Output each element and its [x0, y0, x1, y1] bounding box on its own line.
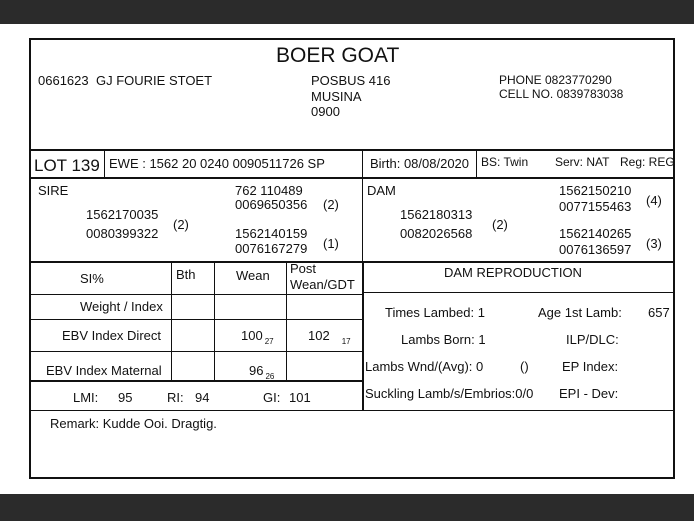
gi-value: 101 — [289, 390, 311, 405]
divider — [31, 294, 362, 295]
divider — [31, 177, 673, 179]
dam-dam-id: 1562140265 — [559, 226, 632, 241]
divider — [286, 262, 287, 381]
divider — [31, 319, 362, 320]
ebv-direct-wean: 100 $_{27}$ — [241, 328, 274, 346]
sire-dam-id: 1562140159 — [235, 226, 308, 241]
lmi-label: LMI: — [73, 390, 99, 405]
ewe-ids: EWE : 1562 20 0240 0090511726 SP — [109, 156, 325, 171]
sire-sire-id: 0069650356 — [235, 197, 308, 212]
remark: Remark: Kudde Ooi. Dragtig. — [50, 416, 217, 431]
dam-sire-id: 0077155463 — [559, 199, 632, 214]
phone-number: PHONE 0823770290 — [499, 73, 612, 87]
dam-sire-id: 1562150210 — [559, 183, 632, 198]
divider — [171, 262, 172, 381]
divider — [476, 150, 477, 177]
dam-dam-marker: (3) — [646, 236, 662, 251]
lambs-born: Lambs Born: 1 — [401, 332, 486, 347]
ilp-dlc-label: ILP/DLC: — [566, 332, 619, 347]
lmi-value: 95 — [118, 390, 133, 405]
dam-id: 0082026568 — [400, 226, 473, 241]
stud-id: 0661623 — [38, 73, 89, 88]
divider — [31, 261, 673, 263]
age-first-lamb-value: 657 — [648, 305, 670, 320]
divider — [362, 150, 363, 177]
epi-dev-label: EPI - Dev: — [559, 386, 619, 401]
cell-number: CELL NO. 0839783038 — [499, 87, 624, 101]
dam-sire-marker: (4) — [646, 193, 662, 208]
wean-column-header: Wean — [236, 268, 270, 283]
address-line-1: POSBUS 416 — [311, 73, 391, 88]
lot-card — [29, 38, 675, 479]
divider — [31, 351, 362, 352]
sire-dam-id: 0076167279 — [235, 241, 308, 256]
age-first-lamb-label: Age 1st Lamb: — [538, 305, 622, 320]
dam-marker: (2) — [492, 217, 508, 232]
divider — [104, 150, 105, 177]
times-lambed: Times Lambed: 1 — [385, 305, 485, 320]
dam-label: DAM — [367, 183, 396, 198]
ep-index-label: EP Index: — [562, 359, 619, 374]
sire-dam-marker: (1) — [323, 236, 339, 251]
divider — [31, 149, 673, 151]
stud-name: GJ FOURIE STOET — [96, 73, 213, 88]
sire-label: SIRE — [38, 183, 69, 198]
sire-sire-marker: (2) — [323, 197, 339, 212]
birth-status: BS: Twin — [481, 155, 529, 169]
address-line-2: MUSINA — [311, 89, 362, 104]
divider — [363, 292, 673, 293]
divider — [31, 380, 363, 382]
page-title: BOER GOAT — [276, 44, 400, 67]
post-wean-column-header: Post — [290, 261, 317, 276]
ebv-maternal-label: EBV Index Maternal — [46, 363, 162, 378]
address-line-3: 0900 — [311, 104, 340, 119]
sire-marker: (2) — [173, 217, 189, 232]
suckling-lambs: Suckling Lamb/s/Embrios:0/0 — [365, 386, 534, 401]
birth-date: Birth: 08/08/2020 — [370, 156, 470, 171]
service-type: Serv: NAT — [555, 155, 610, 169]
ebv-maternal-wean: 96 $_{26}$ — [249, 363, 275, 381]
ri-value: 94 — [195, 390, 210, 405]
ri-label: RI: — [167, 390, 184, 405]
dam-dam-id: 0076136597 — [559, 242, 632, 257]
dam-id: 1562180313 — [400, 207, 473, 222]
divider — [362, 178, 363, 262]
divider — [31, 410, 673, 411]
gi-label: GI: — [263, 390, 281, 405]
lot-number: LOT 139 — [34, 156, 100, 175]
sire-sire-id: 762 110489 — [235, 183, 303, 198]
registration: Reg: REG — [620, 155, 675, 169]
divider — [362, 262, 364, 411]
ebv-direct-label: EBV Index Direct — [62, 328, 161, 343]
sire-id: 0080399322 — [86, 226, 159, 241]
lambs-weaned-avg: () — [520, 359, 529, 374]
dam-reproduction-title: DAM REPRODUCTION — [444, 265, 582, 280]
bth-column-header: Bth — [176, 267, 196, 282]
si-column-header: SI% — [80, 271, 104, 286]
divider — [214, 262, 215, 381]
post-wean-column-header: Wean/GDT — [290, 277, 355, 292]
weight-index-label: Weight / Index — [80, 299, 163, 314]
lambs-weaned: Lambs Wnd/(Avg): 0 — [365, 359, 484, 374]
sire-id: 1562170035 — [86, 207, 159, 222]
ebv-direct-post-wean: 102 $_{17}$ — [308, 328, 351, 346]
